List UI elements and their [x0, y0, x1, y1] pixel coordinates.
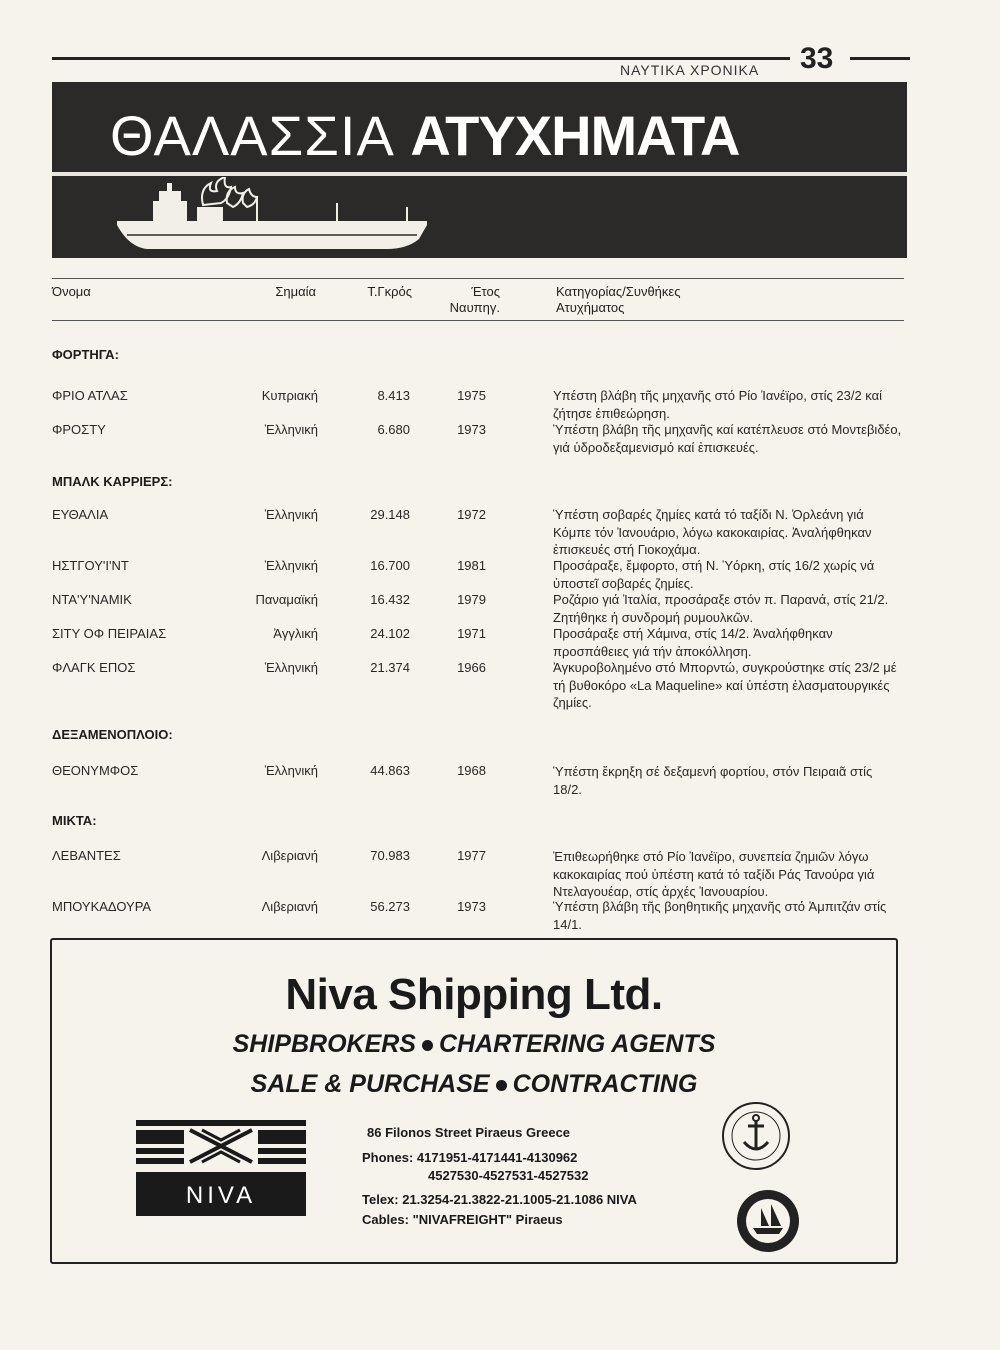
banner-title-bold: ΑΤΥΧΗΜΑΤΑ — [410, 104, 740, 167]
vessel-name: ΘΕΟΝΥΜΦΟΣ — [52, 763, 139, 778]
table-header-rule-bottom — [52, 320, 904, 321]
burning-ship-icon — [107, 177, 447, 257]
vessel-flag: Ἑλληνική — [264, 763, 318, 778]
banner-stripe — [52, 172, 907, 176]
vessel-name: ΗΣΤΓΟΥ'Ι'ΝΤ — [52, 558, 129, 573]
vessel-name: ΦΡΙΟ ΑΤΛΑΣ — [52, 388, 128, 403]
anchor-seal-icon — [720, 1100, 792, 1172]
header-gt: Τ.Γκρός — [367, 284, 412, 299]
vessel-gross-tonnage: 44.863 — [370, 763, 410, 778]
banner-title-light: ΘΑΛΑΣΣΙΑ — [110, 104, 395, 167]
vessel-gross-tonnage: 70.983 — [370, 848, 410, 863]
header-year-line1: Έτος — [471, 284, 500, 299]
top-rule-right — [850, 57, 910, 60]
vessel-flag: Ἀγγλική — [273, 626, 318, 641]
accident-description: Υπέστη βλάβη τῆς μηχανῆς στό Ρίο Ἰανέϊρο, στίς 23/2 καί ζήτησε ἐπιθεώρηση. — [553, 388, 883, 421]
vessel-gross-tonnage: 21.374 — [370, 660, 410, 675]
vessel-gross-tonnage: 16.700 — [370, 558, 410, 573]
vessel-gross-tonnage: 6.680 — [377, 422, 410, 437]
vessel-build-year: 1968 — [457, 763, 486, 778]
section-banner — [52, 82, 907, 258]
vessel-gross-tonnage: 29.148 — [370, 507, 410, 522]
bullet-icon — [422, 1040, 433, 1051]
category-bulk-carriers: ΜΠΑΛΚ ΚΑΡΡΙΕΡΣ: — [52, 474, 173, 489]
accident-description: Ὑπέστη βλάβη τῆς μηχανῆς καί κατέπλευσε στό Μοντεβιδέο, γιά ὑδροδεξαμενισμό καί ἐπισκευές. — [553, 422, 902, 455]
vessel-name: ΝΤΑ'Υ'ΝΑΜΙΚ — [52, 592, 132, 607]
vessel-build-year: 1971 — [457, 626, 486, 641]
vessel-name: ΦΡΟΣΤΥ — [52, 422, 106, 437]
niva-logo — [136, 1120, 306, 1216]
ad-service-sale-purchase: SALE & PURCHASE — [250, 1070, 490, 1098]
header-desc-line2: Ατυχήματος — [556, 300, 625, 315]
ship-seal-icon — [735, 1188, 801, 1254]
vessel-name: ΛΕΒΑΝΤΕΣ — [52, 848, 121, 863]
accident-description: Προσάραξε στή Χάμινα, στίς 14/2. Ἀναλήφθηκαν προσπάθειες γιά τήν ἀποκόλληση. — [553, 626, 833, 659]
vessel-name: ΣΙΤΥ ΟΦ ΠΕΙΡΑΙΑΣ — [52, 626, 167, 641]
ad-address: 86 Filonos Street Piraeus Greece — [367, 1125, 571, 1140]
page-number: 33 — [800, 42, 834, 75]
accident-description: Ἀγκυροβολημένο στό Μπορντώ, συγκρούστηκε στίς 23/2 μέ τή βυθοκόρο «La Maqueline» καί ὑπέστη ἐλασματουργικές ζημίες. — [553, 660, 897, 710]
vessel-flag: Λιβεριανή — [261, 848, 318, 863]
header-desc-line1: Κατηγορίας/Συνθήκες — [556, 284, 681, 299]
header-name: Όνομα — [52, 284, 91, 299]
accident-description: Προσάραξε, ἔμφορτο, στή Ν. Ὑόρκη, στίς 16/2 χωρίς νά ὑποστεῖ σοβαρές ζημίες. — [553, 558, 875, 591]
vessel-flag: Ἑλληνική — [264, 660, 318, 675]
accident-description: Ὑπέστη ἔκρηξη σέ δεξαμενή φορτίου, στόν Πειραιᾶ στίς 18/2. — [553, 764, 873, 797]
vessel-build-year: 1979 — [457, 592, 486, 607]
vessel-build-year: 1973 — [457, 422, 486, 437]
ad-service-chartering: CHARTERING AGENTS — [438, 1030, 716, 1058]
ad-company-name: Niva Shipping Ltd. — [285, 970, 663, 1019]
vessel-name: ΜΠΟΥΚΑΔΟΥΡΑ — [52, 899, 152, 914]
ad-telex: Telex: 21.3254-21.3822-21.1005-21.1086 NIVA — [362, 1192, 637, 1207]
ad-cables: Cables: "NIVAFREIGHT" Piraeus — [362, 1212, 563, 1227]
ad-services-line2 — [52, 1070, 896, 1099]
vessel-flag: Κυπριακή — [261, 388, 318, 403]
bullet-icon — [496, 1080, 507, 1091]
logo-cross-icon — [136, 1120, 306, 1172]
vessel-flag: Παναμαϊκή — [255, 592, 318, 607]
vessel-build-year: 1977 — [457, 848, 486, 863]
category-mixed: ΜΙΚΤΑ: — [52, 813, 97, 828]
vessel-gross-tonnage: 16.432 — [370, 592, 410, 607]
vessel-gross-tonnage: 56.273 — [370, 899, 410, 914]
vessel-build-year: 1966 — [457, 660, 486, 675]
vessel-build-year: 1972 — [457, 507, 486, 522]
vessel-build-year: 1973 — [457, 899, 486, 914]
accident-description: Ὑπέστη σοβαρές ζημίες κατά τό ταξίδι Ν. Ὀρλεάνη γιά Κόμπε τόν Ἰανουάριο, λόγω κακοκαιρίας. Ἀναλήφθηκαν ἐπισκευές στή Γιοκοχάμα. — [553, 507, 872, 557]
table-header-rule-top — [52, 278, 904, 279]
vessel-name: ΕΥΘΑΛΙΑ — [52, 507, 109, 522]
vessel-gross-tonnage: 24.102 — [370, 626, 410, 641]
accident-description: Ὑπέστη βλάβη τῆς βοηθητικῆς μηχανῆς στό Ἀμπιτζάν στίς 14/1. — [553, 899, 887, 932]
magazine-name: ΝΑΥΤΙΚΑ ΧΡΟΝΙΚΑ — [620, 62, 760, 78]
ad-phones-line2: 4527530-4527531-4527532 — [428, 1168, 589, 1183]
header-flag: Σημαία — [275, 284, 316, 299]
ad-service-shipbrokers: SHIPBROKERS — [232, 1030, 416, 1058]
vessel-flag: Ἑλληνική — [264, 422, 318, 437]
logo-text: NIVA — [185, 1182, 257, 1209]
advertisement-box — [50, 938, 898, 1264]
vessel-gross-tonnage: 8.413 — [377, 388, 410, 403]
ad-services-line1 — [52, 1030, 896, 1059]
vessel-name: ΦΛΑΓΚ ΕΠΟΣ — [52, 660, 136, 675]
category-cargo: ΦΟΡΤΗΓΑ: — [52, 347, 119, 362]
accident-description: Ἐπιθεωρήθηκε στό Ρίο Ἰανέϊρο, συνεπεία ζημιῶν λόγω κακοκαιρίας πού ὑπέστη κατά τό ταξίδι Ράς Τανούρα γιά Ντελαγουέαρ, στίς ἀρχές Ἰανουαρίου. — [553, 849, 875, 899]
header-desc — [556, 284, 680, 316]
vessel-flag: Ἑλληνική — [264, 507, 318, 522]
header-year-line2: Ναυπηγ. — [449, 300, 500, 315]
top-rule — [52, 57, 790, 60]
banner-title — [110, 104, 740, 167]
ad-service-contracting: CONTRACTING — [512, 1070, 698, 1098]
accident-description: Ροζάριο γιά Ἰταλία, προσάραξε στόν π. Παρανά, στίς 21/2. Ζητήθηκε ἡ συνδρομή ρυμουλκῶν. — [553, 592, 889, 625]
ad-phones-line1: Phones: 4171951-4171441-4130962 — [362, 1150, 578, 1165]
vessel-build-year: 1975 — [457, 388, 486, 403]
vessel-flag: Λιβεριανή — [261, 899, 318, 914]
header-year — [430, 284, 500, 316]
vessel-build-year: 1981 — [457, 558, 486, 573]
category-tanker: ΔΕΞΑΜΕΝΟΠΛΟΙΟ: — [52, 727, 173, 742]
vessel-flag: Ἑλληνική — [264, 558, 318, 573]
